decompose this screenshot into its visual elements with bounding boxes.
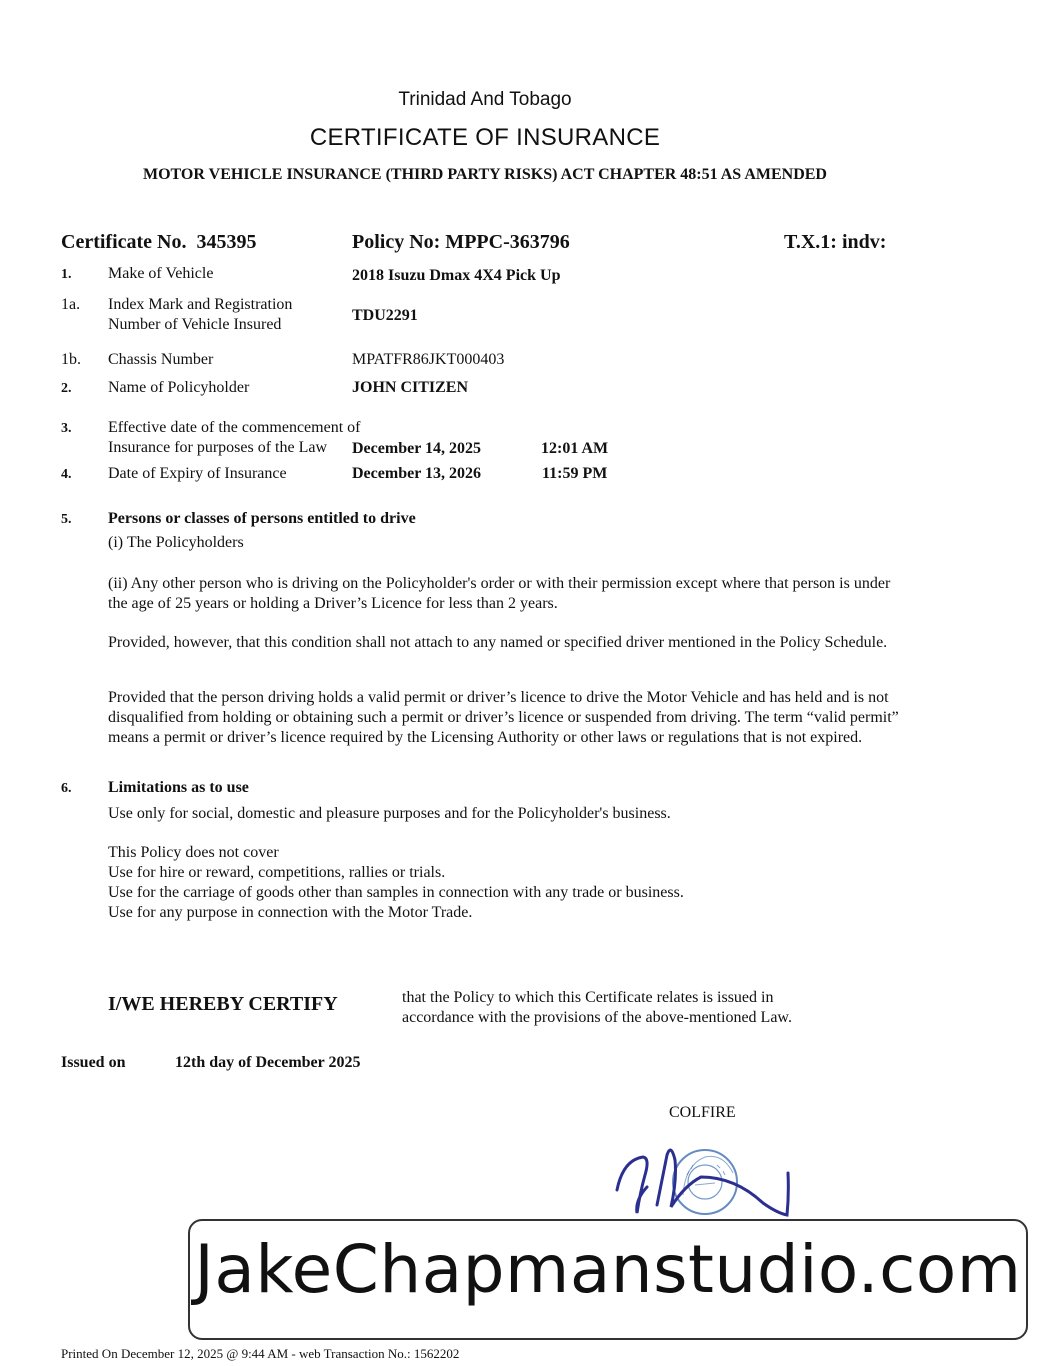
exclusion-line: Use for the carriage of goods other than samples in connection with any trade or business.	[108, 884, 684, 901]
certify-heading: I/WE HEREBY CERTIFY	[108, 993, 338, 1015]
section-number: 6.	[61, 781, 72, 796]
expiry-label: Date of Expiry of Insurance	[108, 465, 287, 482]
signature-stamp	[605, 1135, 805, 1225]
insurer-name: COLFIRE	[669, 1104, 736, 1121]
section-number: 5.	[61, 512, 72, 527]
document-title: CERTIFICATE OF INSURANCE	[309, 124, 661, 151]
item-number: 1a.	[61, 296, 81, 313]
section5-paragraph: Provided, however, that this condition shall not attach to any named or specified driver mentioned in the Policy Schedule.	[108, 634, 888, 651]
item-number: 4.	[61, 467, 72, 482]
certify-text-line1: that the Policy to which this Certificate relates is issued in	[402, 989, 774, 1006]
item-number: 1.	[61, 267, 72, 282]
section5-heading: Persons or classes of persons entitled to drive	[108, 510, 416, 527]
section6-paragraph: Use only for social, domestic and pleasure purposes and for the Policyholder's business.	[108, 805, 671, 822]
section5-paragraph: Provided that the person driving holds a valid permit or driver’s licence to drive the Motor Vehicle and has held and is not disqualified from holding or obtaining such a permit or driver’s licence or suspended from driving. The term “valid permit” means a permit or driver’s licence required by the Licensing Authority or other laws or regulations that is not expired.	[108, 689, 899, 746]
policyholder-label: Name of Policyholder	[108, 379, 250, 396]
country-heading: Trinidad And Tobago	[398, 89, 572, 110]
effective-time: 12:01 AM	[541, 440, 609, 457]
section6-heading: Limitations as to use	[108, 779, 249, 796]
certificate-number: 345395	[196, 231, 257, 253]
issued-label: Issued on	[61, 1054, 126, 1071]
policyholder-value: JOHN CITIZEN	[352, 379, 469, 396]
registration-label-line2: Number of Vehicle Insured	[108, 316, 282, 333]
make-value: 2018 Isuzu Dmax 4X4 Pick Up	[352, 267, 561, 284]
exclusion-line: This Policy does not cover	[108, 844, 279, 861]
registration-label-line1: Index Mark and Registration	[108, 296, 293, 313]
policy-number: Policy No: MPPC-363796	[352, 231, 570, 253]
section5-paragraph: (ii) Any other person who is driving on the Policyholder's order or with their permission except where that person is under the age of 25 years or holding a Driver’s Licence for less than 2 years.	[108, 575, 891, 612]
effective-label-line1: Effective date of the commencement of	[108, 419, 361, 436]
item-number: 1b.	[61, 351, 81, 368]
expiry-time: 11:59 PM	[542, 465, 608, 482]
handwritten-signature	[617, 1150, 788, 1215]
make-label: Make of Vehicle	[108, 265, 214, 282]
chassis-label: Chassis Number	[108, 351, 214, 368]
expiry-date: December 13, 2026	[352, 465, 481, 482]
chassis-value: MPATFR86JKT000403	[352, 351, 505, 368]
section5-paragraph: (i) The Policyholders	[108, 534, 244, 551]
certificate-label: Certificate No.	[61, 231, 187, 253]
certificate-number-label	[61, 231, 257, 254]
item-number: 2.	[61, 381, 72, 396]
tx-code: T.X.1: indv:	[784, 231, 887, 253]
exclusion-line: Use for hire or reward, competitions, rallies or trials.	[108, 864, 446, 881]
effective-date: December 14, 2025	[352, 440, 481, 457]
act-subtitle: MOTOR VEHICLE INSURANCE (THIRD PARTY RISKS) ACT CHAPTER 48:51 AS AMENDED	[143, 166, 827, 183]
print-footer: Printed On December 12, 2025 @ 9:44 AM - web Transaction No.: 1562202	[61, 1346, 460, 1361]
effective-label-line2: Insurance for purposes of the Law	[108, 439, 328, 456]
item-number: 3.	[61, 421, 72, 436]
watermark-box	[188, 1219, 1028, 1340]
exclusion-line: Use for any purpose in connection with the Motor Trade.	[108, 904, 473, 921]
issued-date: 12th day of December 2025	[175, 1054, 361, 1071]
watermark-text: JakeChapmanstudio.com	[194, 1231, 1022, 1308]
registration-value: TDU2291	[352, 307, 418, 324]
certify-text-line2: accordance with the provisions of the above-mentioned Law.	[402, 1009, 792, 1026]
